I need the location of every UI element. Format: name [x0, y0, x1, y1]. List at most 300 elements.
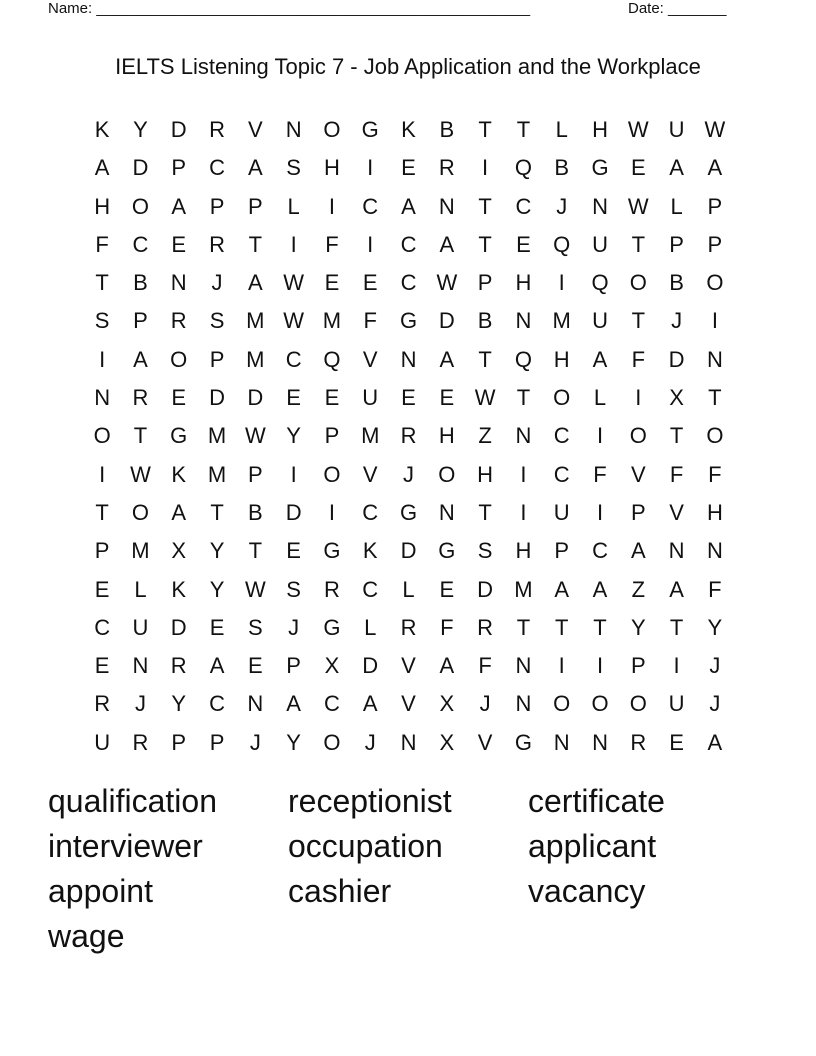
- grid-letter: P: [707, 231, 723, 257]
- grid-letter: A: [439, 653, 455, 679]
- grid-letter: H: [515, 270, 532, 296]
- grid-letter: Q: [323, 346, 341, 372]
- grid-letter: U: [668, 117, 685, 142]
- grid-letter: K: [171, 461, 187, 487]
- grid-letter: N: [247, 691, 264, 717]
- grid-letter: J: [249, 729, 261, 755]
- grid-letter: E: [439, 576, 455, 602]
- grid-letter: C: [132, 231, 149, 257]
- grid-letter: H: [477, 461, 494, 487]
- grid-letter: N: [553, 729, 570, 755]
- grid-letter: A: [133, 346, 148, 372]
- grid-letter: A: [401, 193, 416, 219]
- grid-letter: J: [709, 691, 721, 717]
- grid-letter: C: [553, 423, 570, 449]
- grid-letter: A: [171, 499, 187, 525]
- grid-letter: O: [629, 270, 647, 296]
- grid-letter: H: [515, 538, 532, 564]
- grid-letter: T: [631, 231, 646, 257]
- grid-letter: O: [323, 461, 341, 487]
- grid-letter: J: [709, 653, 721, 679]
- grid-letter: W: [627, 117, 649, 142]
- word-list-item: receptionist: [288, 783, 452, 819]
- grid-letter: I: [520, 461, 527, 487]
- grid-letter: O: [131, 499, 149, 525]
- grid-letter: Y: [133, 117, 148, 142]
- grid-letter: Q: [553, 231, 571, 257]
- grid-letter: P: [247, 461, 263, 487]
- grid-letter: I: [596, 653, 604, 679]
- grid-letter: J: [134, 691, 146, 717]
- grid-letter: A: [707, 155, 723, 181]
- grid-letter: U: [362, 385, 379, 411]
- grid-letter: M: [361, 423, 380, 449]
- grid-letter: N: [515, 423, 532, 449]
- grid-letter: C: [592, 538, 608, 564]
- grid-letter: T: [516, 385, 531, 411]
- grid-letter: U: [668, 691, 685, 717]
- grid-letter: Q: [514, 346, 532, 372]
- grid-letter: F: [708, 576, 722, 602]
- grid-letter: T: [210, 499, 224, 525]
- grid-letter: J: [671, 308, 683, 334]
- grid-letter: O: [323, 729, 341, 755]
- grid-letter: A: [592, 346, 608, 372]
- grid-letter: W: [704, 117, 726, 142]
- grid-letter: F: [95, 231, 109, 257]
- grid-letter: E: [439, 385, 455, 411]
- header: [48, 0, 740, 20]
- grid-letter: C: [553, 461, 570, 487]
- grid-letter: V: [630, 461, 646, 487]
- grid-letter: L: [364, 614, 377, 640]
- grid-letter: G: [170, 423, 188, 449]
- grid-letter: O: [93, 423, 111, 449]
- grid-letter: N: [592, 193, 608, 219]
- grid-letter: T: [593, 614, 607, 640]
- grid-letter: A: [669, 155, 684, 181]
- grid-letter: C: [209, 155, 225, 181]
- grid-letter: U: [553, 499, 570, 525]
- grid-letter: S: [209, 308, 225, 334]
- grid-letter: A: [247, 155, 263, 181]
- grid-letter: N: [668, 538, 685, 564]
- grid-letter: T: [248, 231, 263, 257]
- grid-letter: O: [131, 193, 149, 219]
- grid-letter: K: [171, 576, 187, 602]
- grid-letter: O: [323, 117, 341, 142]
- grid-letter: N: [438, 193, 455, 219]
- grid-letter: C: [400, 270, 417, 296]
- grid-letter: N: [592, 729, 608, 755]
- grid-letter: H: [323, 155, 340, 181]
- grid-letter: E: [171, 231, 187, 257]
- word-list-item: wage: [48, 918, 125, 954]
- grid-letter: D: [668, 346, 685, 372]
- grid-letter: X: [324, 653, 340, 679]
- grid-letter: U: [132, 614, 149, 640]
- grid-letter: B: [477, 308, 493, 334]
- grid-letter: G: [323, 614, 341, 640]
- grid-letter: Y: [707, 614, 723, 640]
- grid-letter: I: [673, 653, 680, 679]
- grid-letter: T: [478, 346, 492, 372]
- grid-letter: E: [630, 155, 646, 181]
- grid-letter: J: [556, 193, 568, 219]
- grid-letter: D: [170, 117, 187, 142]
- grid-letter: I: [328, 193, 335, 219]
- grid-letter: J: [479, 691, 491, 717]
- grid-letter: I: [558, 270, 565, 296]
- grid-letter: E: [286, 538, 301, 564]
- grid-letter: S: [247, 614, 263, 640]
- grid-letter: L: [134, 576, 147, 602]
- grid-letter: U: [592, 308, 608, 334]
- grid-letter: R: [170, 653, 187, 679]
- grid-letter: R: [400, 614, 417, 640]
- grid-letter: N: [515, 653, 532, 679]
- grid-letter: C: [362, 499, 379, 525]
- grid-letter: P: [209, 193, 225, 219]
- word-list-item: applicant: [528, 828, 657, 864]
- grid-letter: S: [286, 576, 301, 602]
- grid-letter: F: [478, 653, 492, 679]
- grid-letter: W: [244, 576, 266, 602]
- grid-letter: E: [247, 653, 263, 679]
- grid-letter: E: [286, 385, 301, 411]
- grid-letter: A: [209, 653, 225, 679]
- grid-letter: T: [554, 614, 569, 640]
- grid-letter: T: [516, 117, 531, 142]
- grid-letter: D: [132, 155, 149, 181]
- grid-letter: D: [438, 308, 455, 334]
- grid-letter: G: [438, 538, 456, 564]
- grid-letter: P: [477, 270, 493, 296]
- grid-letter: L: [593, 385, 607, 411]
- grid-letter: D: [362, 653, 379, 679]
- page-title: IELTS Listening Topic 7 - Job Application and the Workplace: [115, 54, 701, 79]
- grid-letter: A: [362, 691, 378, 717]
- grid-letter: E: [209, 614, 225, 640]
- grid-letter: O: [629, 691, 647, 717]
- grid-letter: N: [285, 117, 302, 142]
- grid-letter: T: [248, 538, 263, 564]
- grid-letter: V: [247, 117, 263, 142]
- grid-letter: L: [670, 193, 683, 219]
- grid-letter: T: [478, 231, 492, 257]
- grid-letter: X: [669, 385, 684, 411]
- grid-letter: E: [516, 231, 531, 257]
- grid-letter: P: [669, 231, 684, 257]
- grid-letter: I: [596, 499, 604, 525]
- grid-letter: Y: [286, 729, 301, 755]
- grid-letter: T: [133, 423, 148, 449]
- grid-letter: N: [515, 308, 532, 334]
- grid-letter: C: [362, 193, 379, 219]
- grid-letter: J: [364, 729, 376, 755]
- grid-letter: P: [286, 653, 301, 679]
- grid-letter: T: [631, 308, 646, 334]
- grid-letter: S: [477, 538, 493, 564]
- grid-letter: N: [132, 653, 149, 679]
- grid-letter: P: [707, 193, 723, 219]
- grid-letter: K: [401, 117, 416, 142]
- grid-letter: F: [593, 461, 607, 487]
- grid-letter: S: [286, 155, 301, 181]
- grid-letter: A: [439, 231, 455, 257]
- grid-letter: I: [290, 231, 297, 257]
- grid-letter: W: [436, 270, 458, 296]
- grid-letter: Q: [514, 155, 532, 181]
- grid-letter: E: [401, 155, 416, 181]
- grid-letter: G: [514, 729, 532, 755]
- grid-letter: T: [669, 423, 684, 449]
- grid-letter: U: [592, 231, 608, 257]
- grid-letter: M: [514, 576, 533, 602]
- grid-letter: E: [324, 385, 340, 411]
- grid-letter: N: [400, 346, 417, 372]
- grid-letter: R: [400, 423, 417, 449]
- grid-letter: J: [211, 270, 223, 296]
- grid-letter: T: [478, 499, 492, 525]
- word-list-item: cashier: [288, 873, 392, 909]
- grid-letter: R: [323, 576, 340, 602]
- grid-letter: I: [99, 346, 106, 372]
- grid-letter: C: [94, 614, 111, 640]
- grid-letter: H: [94, 193, 111, 219]
- grid-letter: M: [246, 346, 265, 372]
- grid-letter: B: [554, 155, 570, 181]
- grid-letter: J: [288, 614, 300, 640]
- grid-letter: P: [630, 499, 646, 525]
- grid-letter: O: [706, 270, 724, 296]
- grid-letter: P: [554, 538, 570, 564]
- word-list-item: qualification: [48, 783, 217, 819]
- grid-letter: I: [367, 231, 374, 257]
- grid-letter: P: [630, 653, 646, 679]
- grid-letter: N: [706, 346, 723, 372]
- grid-letter: K: [94, 117, 110, 142]
- grid-letter: F: [669, 461, 684, 487]
- grid-letter: Y: [171, 691, 187, 717]
- grid-letter: T: [95, 270, 109, 296]
- grid-letter: M: [246, 308, 265, 334]
- grid-letter: C: [515, 193, 532, 219]
- grid-letter: O: [553, 691, 571, 717]
- grid-letter: O: [553, 385, 571, 411]
- grid-letter: L: [555, 117, 568, 142]
- grid-letter: F: [631, 346, 646, 372]
- grid-letter: R: [132, 385, 149, 411]
- grid-letter: A: [439, 346, 455, 372]
- grid-letter: N: [706, 538, 723, 564]
- grid-letter: N: [400, 729, 417, 755]
- grid-letter: X: [439, 691, 455, 717]
- grid-letter: E: [362, 270, 378, 296]
- grid-letter: M: [207, 461, 227, 487]
- grid-letter: I: [367, 155, 374, 181]
- word-list-item: vacancy: [528, 873, 646, 909]
- grid-letter: P: [209, 729, 225, 755]
- grid-letter: P: [133, 308, 148, 334]
- grid-letter: X: [171, 538, 187, 564]
- grid-letter: F: [363, 308, 377, 334]
- grid-letter: Z: [478, 423, 492, 449]
- grid-letter: I: [596, 423, 604, 449]
- grid-letter: A: [707, 729, 723, 755]
- grid-letter: I: [99, 461, 106, 487]
- grid-letter: P: [171, 155, 187, 181]
- grid-letter: H: [706, 499, 723, 525]
- grid-letter: H: [438, 423, 455, 449]
- grid-letter: V: [362, 461, 378, 487]
- word-list-item: certificate: [528, 783, 665, 819]
- grid-letter: R: [132, 729, 149, 755]
- grid-letter: D: [477, 576, 494, 602]
- grid-letter: W: [283, 270, 305, 296]
- grid-letter: D: [170, 614, 187, 640]
- grid-letter: W: [130, 461, 151, 487]
- grid-letter: B: [133, 270, 148, 296]
- grid-letter: E: [401, 385, 416, 411]
- grid-letter: C: [285, 346, 302, 372]
- grid-letter: G: [591, 155, 609, 181]
- grid-letter: I: [328, 499, 335, 525]
- grid-letter: S: [94, 308, 110, 334]
- grid-letter: T: [669, 614, 684, 640]
- grid-letter: W: [283, 308, 305, 334]
- grid-letter: H: [592, 117, 608, 142]
- grid-letter: B: [439, 117, 455, 142]
- grid-letter: P: [94, 538, 110, 564]
- grid-letter: M: [131, 538, 150, 564]
- grid-letter: E: [94, 653, 110, 679]
- grid-letter: R: [438, 155, 455, 181]
- grid-letter: R: [170, 308, 187, 334]
- grid-letter: I: [635, 385, 642, 411]
- grid-letter: A: [592, 576, 608, 602]
- grid-letter: W: [244, 423, 266, 449]
- grid-letter: A: [554, 576, 570, 602]
- grid-letter: D: [400, 538, 417, 564]
- grid-letter: A: [286, 691, 301, 717]
- grid-letter: V: [401, 691, 416, 717]
- grid-letter: C: [400, 231, 417, 257]
- grid-letter: F: [325, 231, 339, 257]
- grid-letter: V: [401, 653, 416, 679]
- grid-letter: Z: [631, 576, 646, 602]
- grid-letter: T: [478, 117, 492, 142]
- grid-letter: W: [627, 193, 649, 219]
- grid-letter: N: [170, 270, 187, 296]
- word-search-grid: [83, 111, 734, 762]
- word-list-item: appoint: [48, 873, 153, 909]
- grid-letter: Y: [209, 538, 225, 564]
- grid-letter: I: [558, 653, 565, 679]
- grid-letter: O: [438, 461, 456, 487]
- grid-letter: T: [516, 614, 531, 640]
- grid-letter: P: [324, 423, 340, 449]
- grid-letter: T: [708, 385, 722, 411]
- grid-letter: C: [209, 691, 225, 717]
- grid-letter: F: [708, 461, 722, 487]
- grid-letter: O: [591, 691, 609, 717]
- grid-letter: P: [209, 346, 225, 372]
- grid-letter: U: [94, 729, 111, 755]
- grid-letter: M: [207, 423, 227, 449]
- grid-letter: R: [630, 729, 647, 755]
- grid-letter: O: [170, 346, 188, 372]
- grid-letter: M: [552, 308, 571, 334]
- grid-letter: D: [285, 499, 302, 525]
- grid-letter: I: [482, 155, 489, 181]
- grid-letter: C: [362, 576, 379, 602]
- grid-letter: F: [440, 614, 454, 640]
- grid-letter: A: [171, 193, 187, 219]
- grid-letter: K: [362, 538, 378, 564]
- grid-letter: G: [399, 308, 418, 334]
- grid-letter: Q: [591, 270, 609, 296]
- grid-letter: M: [322, 308, 342, 334]
- grid-letter: J: [403, 461, 415, 487]
- grid-letter: I: [520, 499, 527, 525]
- grid-letter: T: [478, 193, 492, 219]
- grid-letter: G: [361, 117, 379, 142]
- grid-letter: L: [402, 576, 415, 602]
- grid-letter: A: [630, 538, 646, 564]
- grid-letter: R: [209, 117, 225, 142]
- grid-letter: N: [515, 691, 532, 717]
- grid-letter: R: [209, 231, 225, 257]
- grid-letter: B: [669, 270, 684, 296]
- grid-letter: A: [94, 155, 110, 181]
- grid-letter: P: [247, 193, 263, 219]
- grid-letter: G: [399, 499, 418, 525]
- grid-letter: Y: [630, 614, 646, 640]
- grid-letter: C: [323, 691, 340, 717]
- grid-letter: D: [209, 385, 225, 411]
- grid-letter: R: [477, 614, 494, 640]
- grid-letter: E: [324, 270, 340, 296]
- grid-letter: W: [474, 385, 496, 411]
- grid-letter: Y: [209, 576, 225, 602]
- grid-letter: L: [287, 193, 300, 219]
- grid-letter: I: [711, 308, 718, 334]
- grid-letter: V: [362, 346, 378, 372]
- grid-letter: A: [669, 576, 684, 602]
- grid-letter: B: [247, 499, 263, 525]
- grid-letter: P: [171, 729, 187, 755]
- grid-letter: E: [669, 729, 684, 755]
- grid-letter: E: [171, 385, 187, 411]
- grid-letter: A: [247, 270, 263, 296]
- grid-letter: D: [247, 385, 264, 411]
- grid-letter: N: [94, 385, 111, 411]
- grid-letter: O: [706, 423, 724, 449]
- grid-letter: V: [669, 499, 684, 525]
- grid-letter: H: [553, 346, 570, 372]
- grid-letter: V: [477, 729, 493, 755]
- grid-letter: T: [95, 499, 109, 525]
- grid-letter: N: [438, 499, 455, 525]
- date-field: Date: _______: [628, 0, 727, 17]
- grid-letter: O: [629, 423, 647, 449]
- grid-letter: I: [290, 461, 297, 487]
- word-list: [48, 779, 740, 959]
- name-field: Name: ____________________________________________________: [48, 0, 531, 17]
- word-list-item: occupation: [288, 828, 443, 864]
- grid-letter: E: [94, 576, 110, 602]
